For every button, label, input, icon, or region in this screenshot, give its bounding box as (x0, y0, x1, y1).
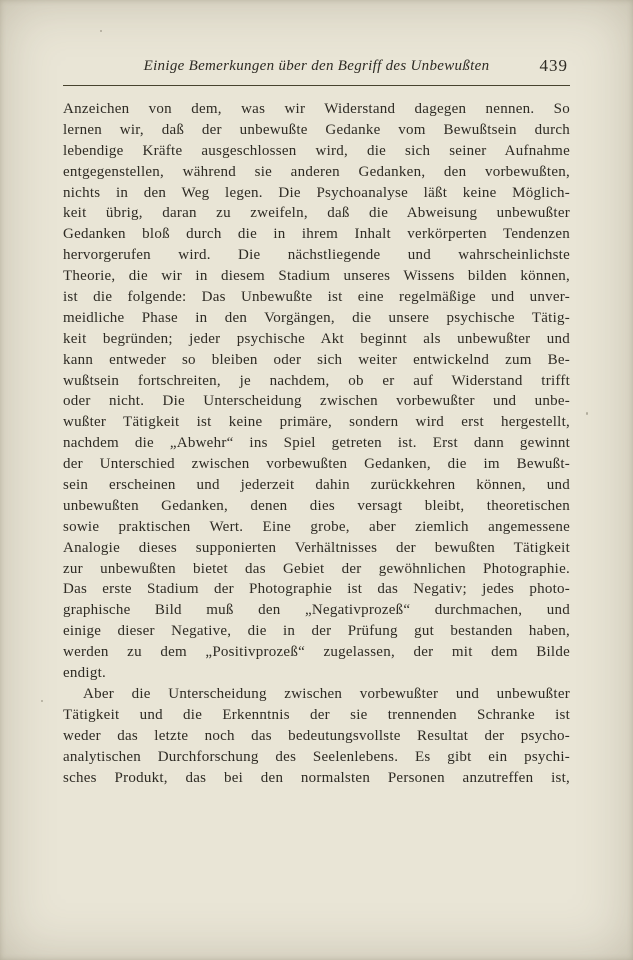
scan-speck (41, 700, 43, 702)
text-line: Theorie, die wir in diesem Stadium unseres Wissens bilden können, (63, 268, 570, 285)
text-line: nachdem die „Abwehr“ ins Spiel getreten ist. Erst dann gewinnt (63, 435, 570, 452)
text-line: keit begründen; jeder psychische Akt beginnt als unbewußter und (63, 330, 570, 347)
scan-speck (100, 30, 102, 32)
text-line: unbewußten Gedanken, denen dies versagt bleibt, theoretischen (63, 497, 570, 514)
text-line: sein erscheinen und jederzeit dahin zurückkehren können, und (63, 477, 570, 494)
text-line: Analogie dieses supponierten Verhältnisses der bewußten Tätigkeit (63, 539, 570, 556)
text-line: sches Produkt, das bei den normalsten Personen anzutreffen ist, (63, 769, 570, 786)
text-line: Tätigkeit und die Erkenntnis der sie trennenden Schranke ist (63, 706, 570, 723)
text-line: endigt. (63, 665, 106, 682)
running-title: Einige Bemerkungen über den Begriff des Unbewußten (143, 58, 490, 74)
text-line: Aber die Unterscheidung zwischen vorbewußter und unbewußter (83, 685, 570, 702)
text-line: einige dieser Negative, die in der Prüfung gut bestanden haben, (63, 623, 570, 640)
text-line: wußtsein fortschreiten, je nachdem, ob er auf Widerstand trifft (63, 372, 570, 389)
text-line: Anzeichen von dem, was wir Widerstand dagegen nennen. So (63, 101, 570, 117)
text-line: lebendige Kräfte ausgeschlossen wird, die sich seiner Aufnahme (63, 142, 570, 159)
text-column (63, 58, 570, 788)
text-line: sowie praktischen Wert. Eine grobe, aber ziemlich angemessene (63, 518, 570, 535)
text-line: werden zu dem „Positivprozeß“ zugelassen, der mit dem Bilde (63, 644, 570, 661)
text-line: meidliche Phase in den Vorgängen, die unsere psychische Tätig- (63, 309, 570, 326)
text-line: lernen wir, daß der unbewußte Gedanke vom Bewußtsein durch (63, 121, 570, 138)
page-number: 439 (539, 56, 568, 75)
text-line: oder nicht. Die Unterscheidung zwischen vorbewußter und unbe- (63, 393, 570, 410)
text-line: hervorgerufen wird. Die nächstliegende und wahrscheinlichste (63, 247, 570, 264)
text-line: weder das letzte noch das bedeutungsvollste Resultat der psycho- (63, 727, 570, 744)
text-line: analytischen Durchforschung des Seelenlebens. Es gibt ein psychi- (63, 748, 570, 765)
text-line: graphische Bild muß den „Negativprozeß“ durchmachen, und (63, 602, 570, 619)
text-line: keit übrig, daran zu zweifeln, daß die Abweisung unbewußter (63, 205, 570, 222)
page-body (63, 99, 570, 788)
scan-speck (586, 412, 588, 415)
text-line: kann entweder so bleiben oder sich weiter entwickelnd zum Be- (63, 351, 570, 368)
text-line: wußter Tätigkeit ist keine primäre, sondern wird erst hergestellt, (63, 414, 570, 431)
page-header (63, 58, 570, 82)
header-rule (63, 85, 570, 86)
text-line: nichts in den Weg legen. Die Psychoanalyse läßt keine Möglich- (63, 184, 570, 201)
text-line: zur unbewußten bietet das Gebiet der gewöhnlichen Photographie. (63, 560, 570, 577)
text-line: entgegenstellen, während sie anderen Gedanken, den vorbewußten, (63, 163, 570, 180)
text-line: der Unterschied zwischen vorbewußten Gedanken, die im Bewußt- (63, 456, 570, 473)
text-line: Das erste Stadium der Photographie ist das Negativ; jedes photo- (63, 581, 570, 598)
text-line: ist die folgende: Das Unbewußte ist eine regelmäßige und unver- (63, 289, 570, 306)
text-line: Gedanken bloß durch die in ihrem Inhalt verkörperten Tendenzen (63, 226, 570, 243)
